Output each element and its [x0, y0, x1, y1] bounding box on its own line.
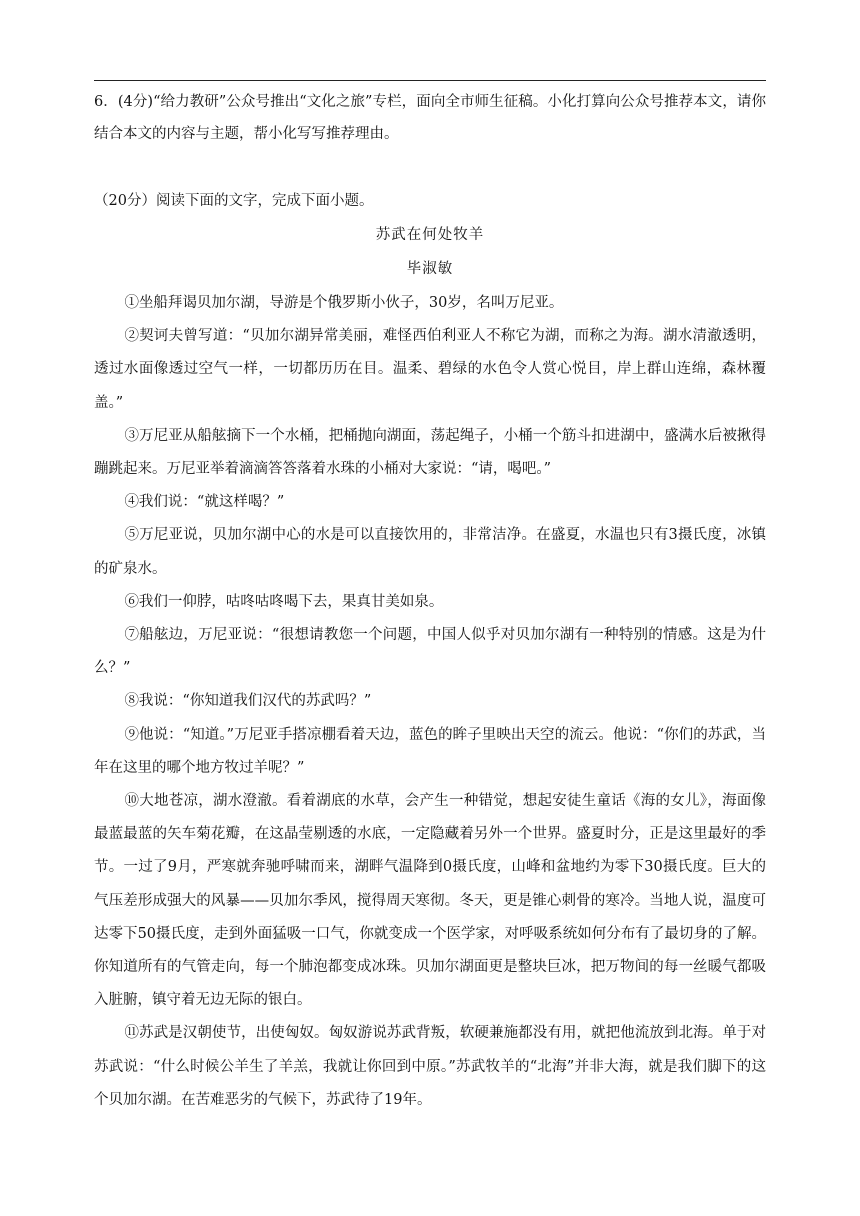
article-author: 毕淑敏	[406, 261, 454, 277]
article-body	[94, 287, 766, 1117]
paragraph-8: ⑧我说：“你知道我们汉代的苏武吗？”	[124, 693, 372, 710]
article-title: 苏武在何处牧羊	[375, 227, 485, 243]
top-divider-line	[94, 80, 766, 81]
paragraph-5: ⑤万尼亚说，贝加尔湖中心的水是可以直接饮用的，非常洁净。在盛夏，水温也只有3摄氏度，冰镇的矿泉水。	[94, 527, 766, 577]
paragraph-10: ⑩大地苍凉，湖水澄澈。看着湖底的水草，会产生一种错觉，想起安徒生童话《海的女儿》，海面像最蓝最蓝的矢车菊花瓣，在这晶莹剔透的水底，一定隐藏着另外一个世界。盛夏时分，正是这里最好的季节。一过了9月，严寒就奔驰呼啸而来，湖畔气温降到0摄氏度，山峰和盆地约为零下30摄氏度。巨大的气压差形成强大的风暴——贝加尔季风，搅得周天寒彻。冬天，更是锥心刺骨的寒冷。当地人说，温度可达零下50摄氏度，走到外面猛吸一口气，你就变成一个医学家，对呼吸系统如何分布有了最切身的了解。你知道所有的气管走向，每一个肺泡都变成冰珠。贝加尔湖面更是整块巨冰，把万物间的每一丝暖气都吸入脏腑，镇守着无边无际的银白。	[94, 793, 766, 1009]
paragraph-6: ⑥我们一仰脖，咕咚咕咚喝下去，果真甘美如泉。	[124, 593, 444, 610]
question-6: 6．(4分)“给力教研”公众号推出“文化之旅”专栏，面向全市师生征稿。小化打算向公众号推荐本文，请你结合本文的内容与主题，帮小化写写推荐理由。	[94, 94, 766, 142]
paragraph-7: ⑦船舷边，万尼亚说：“很想请教您一个问题，中国人似乎对贝加尔湖有一种特别的情感。这是为什么？”	[94, 627, 766, 677]
paragraph-11: ⑪苏武是汉朝使节，出使匈奴。匈奴游说苏武背叛，软硬兼施都没有用，就把他流放到北海。单于对苏武说：“什么时候公羊生了羊羔，我就让你回到中原。”苏武牧羊的“北海”并非大海，就是我们脚下的这个贝加尔湖。在苦难恶劣的气候下，苏武待了19年。	[94, 1025, 766, 1108]
paragraph-2: ②契诃夫曾写道：“贝加尔湖异常美丽，难怪西伯利亚人不称它为湖，而称之为海。湖水清澈透明，透过水面像透过空气一样，一切都历历在目。温柔、碧绿的水色令人赏心悦目，岸上群山连绵，森林覆盖。”	[94, 328, 766, 411]
paragraph-1: ①坐船拜谒贝加尔湖，导游是个俄罗斯小伙子，30岁，名叫万尼亚。	[124, 295, 564, 311]
paragraph-3: ③万尼亚从船舷摘下一个水桶，把桶抛向湖面，荡起绳子，小桶一个筋斗扣进湖中，盛满水后被揪得蹦跳起来。万尼亚举着滴滴答答落着水珠的小桶对大家说：“请，喝吧。”	[94, 427, 766, 478]
paragraph-9: ⑨他说：“知道。”万尼亚手搭凉棚看着天边，蓝色的眸子里映出天空的流云。他说：“你们的苏武，当年在这里的哪个地方牧过羊呢？”	[94, 726, 766, 776]
reading-instruction: （20分）阅读下面的文字，完成下面小题。	[94, 193, 374, 209]
paragraph-4: ④我们说：“就这样喝？”	[124, 494, 285, 511]
